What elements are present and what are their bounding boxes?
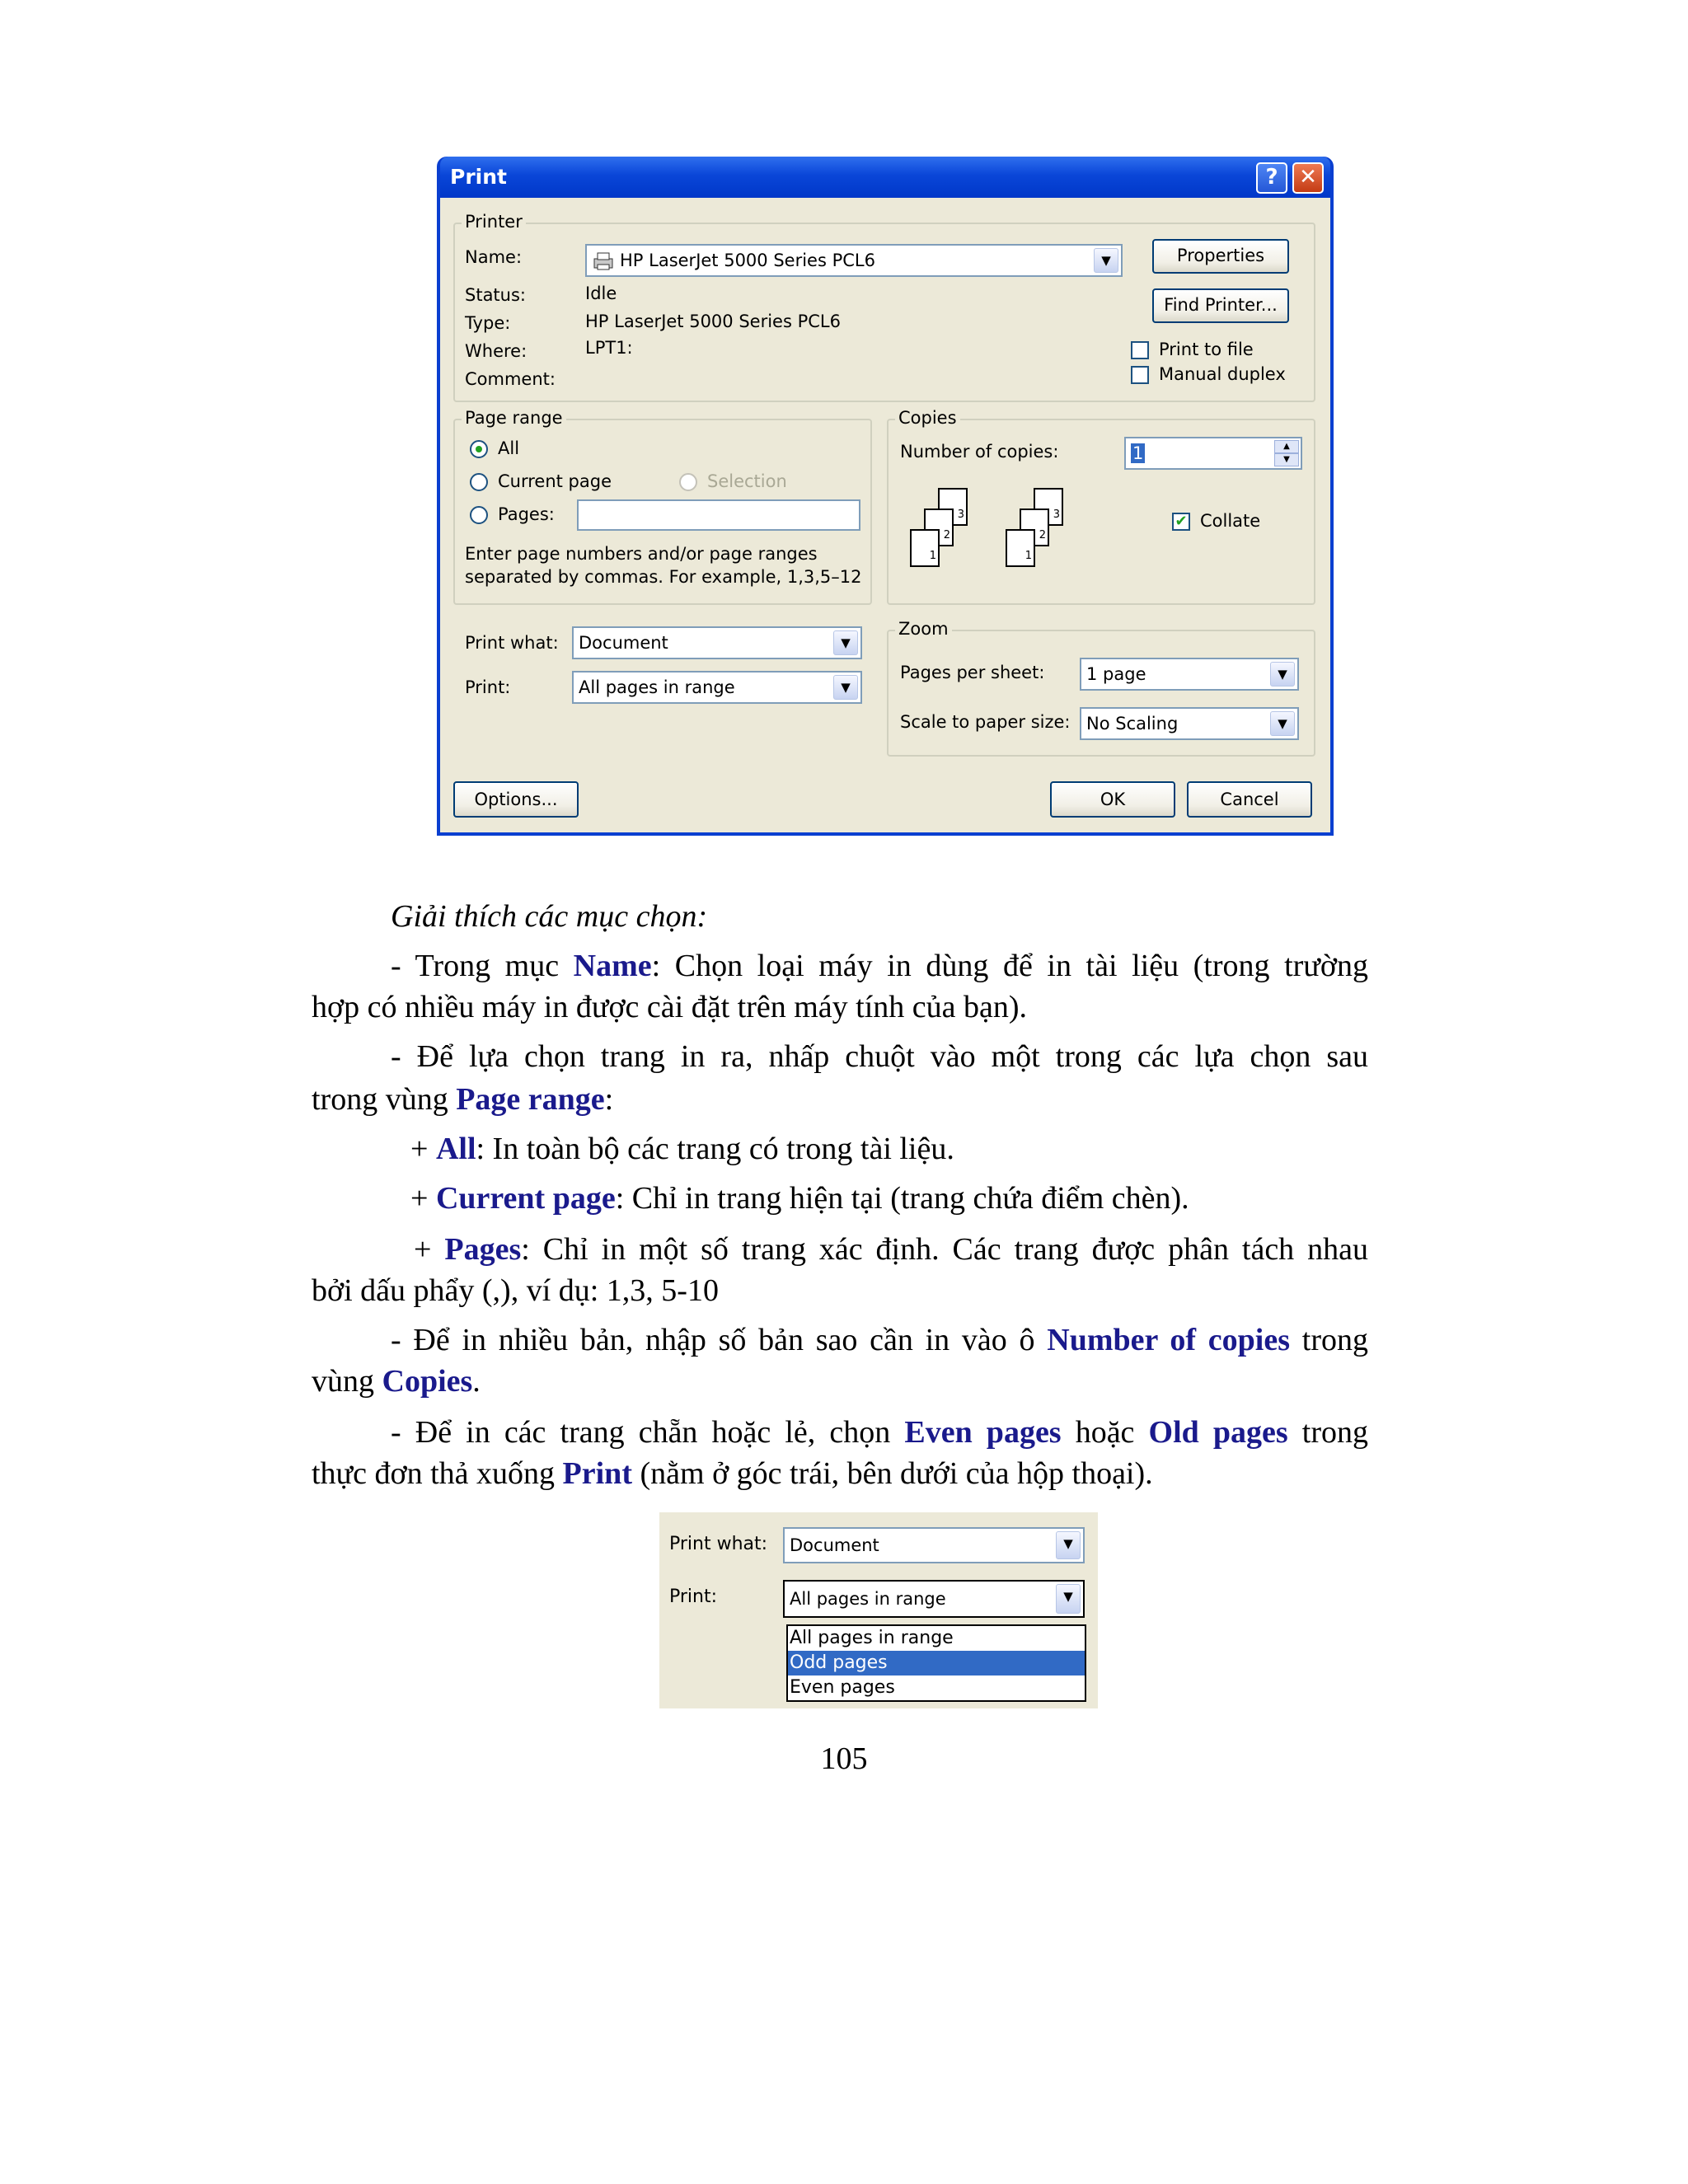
scale-to-paper-select[interactable] <box>1080 707 1299 740</box>
text-run: - Để in các trang chẵn hoặc lẻ, chọn <box>391 1415 905 1450</box>
printer-icon <box>592 251 615 270</box>
text-run: : Chọn loại máy in dùng để in tài liệu (trong trường <box>651 949 1368 983</box>
bullet-all <box>410 1131 954 1167</box>
properties-button[interactable]: Properties <box>1152 239 1289 274</box>
pages-per-sheet-value: 1 page <box>1086 664 1146 684</box>
keyword-number-of-copies: Number of copies <box>1047 1323 1291 1357</box>
chevron-down-icon[interactable]: ▼ <box>1056 1584 1081 1614</box>
text-run: (nằm ở góc trái, bên dưới của hộp thoại). <box>631 1456 1153 1491</box>
print-select[interactable] <box>572 671 862 704</box>
print-value: All pages in range <box>579 677 735 697</box>
zoom-group-label: Zoom <box>895 619 952 639</box>
close-button[interactable]: ✕ <box>1292 162 1324 194</box>
printer-group-label: Printer <box>462 212 526 232</box>
collate-page-3: 3 <box>938 488 968 526</box>
text-run: + <box>410 1132 436 1166</box>
page-range-group-label: Page range <box>462 408 566 428</box>
spinner-down-icon[interactable]: ▼ <box>1274 453 1299 466</box>
text-run: : Chỉ in trang hiện tại (trang chứa điểm chèn). <box>615 1181 1189 1216</box>
print-to-file-label: Print to file <box>1159 340 1254 359</box>
text-run: : <box>604 1082 614 1117</box>
menu-item-all-pages[interactable]: All pages in range <box>790 1628 954 1648</box>
chevron-down-icon[interactable]: ▼ <box>1094 248 1118 273</box>
collate-label: Collate <box>1200 511 1261 531</box>
text-run: trong <box>1290 1323 1368 1357</box>
keyword-current-page: Current page <box>435 1181 616 1216</box>
pages-input[interactable] <box>577 499 860 531</box>
help-button[interactable]: ? <box>1256 162 1287 194</box>
print-dropdown-snippet <box>659 1512 1098 1708</box>
snippet-print-value: All pages in range <box>790 1589 946 1609</box>
comment-label: Comment: <box>465 369 556 389</box>
current-page-radio-label: Current page <box>498 471 612 491</box>
text-run: : Chỉ in một số trang xác định. Các trang được phân tách nhau <box>521 1232 1368 1267</box>
all-radio[interactable] <box>470 440 488 458</box>
manual-duplex-checkbox[interactable] <box>1131 366 1149 384</box>
manual-duplex-label: Manual duplex <box>1159 364 1286 384</box>
chevron-down-icon[interactable]: ▼ <box>833 675 858 700</box>
text-run: thực đơn thả xuống <box>312 1456 563 1491</box>
text-run: hoặc <box>1061 1415 1149 1450</box>
section-heading <box>391 898 707 935</box>
snippet-print-select[interactable] <box>783 1580 1085 1618</box>
menu-item-odd-pages[interactable]: Odd pages <box>788 1651 1085 1675</box>
keyword-name: Name <box>573 949 652 983</box>
keyword-old-pages: Old pages <box>1148 1415 1288 1450</box>
type-label: Type: <box>465 313 511 333</box>
type-value: HP LaserJet 5000 Series PCL6 <box>585 312 841 331</box>
where-label: Where: <box>465 341 528 361</box>
number-of-copies-input[interactable] <box>1124 437 1302 470</box>
pages-radio[interactable] <box>470 506 488 524</box>
snippet-print-what-label: Print what: <box>669 1534 768 1554</box>
print-options-menu <box>786 1624 1086 1702</box>
collate-page-3b: 3 <box>1034 488 1063 526</box>
pages-per-sheet-label: Pages per sheet: <box>900 663 1045 682</box>
collate-page-2b: 2 <box>1020 509 1049 546</box>
paragraph-name-line1 <box>391 948 1368 984</box>
copies-group-label: Copies <box>895 408 960 428</box>
paragraph-range-line1 <box>391 1038 1368 1075</box>
page-number: 105 <box>820 1741 868 1776</box>
keyword-copies: Copies <box>382 1364 473 1399</box>
selection-radio[interactable] <box>679 473 697 491</box>
chevron-down-icon[interactable]: ▼ <box>833 630 858 655</box>
page-range-hint-line1: Enter page numbers and/or page ranges <box>465 544 818 564</box>
pages-per-sheet-select[interactable] <box>1080 658 1299 691</box>
number-of-copies-label: Number of copies: <box>900 442 1059 462</box>
selection-radio-label: Selection <box>707 471 787 491</box>
text-run: - Trong mục <box>391 949 574 983</box>
all-radio-label: All <box>498 438 520 458</box>
title-bar[interactable] <box>440 157 1330 198</box>
dialog-client <box>440 198 1330 832</box>
bullet-pages-line1 <box>414 1231 1368 1268</box>
bullet-pages-line2 <box>312 1272 719 1309</box>
chevron-down-icon[interactable]: ▼ <box>1270 711 1295 736</box>
ok-button[interactable]: OK <box>1050 781 1175 818</box>
keyword-page-range: Page range <box>456 1082 605 1117</box>
pages-radio-label: Pages: <box>498 504 555 524</box>
snippet-print-label: Print: <box>669 1586 718 1607</box>
text-run: trong <box>1287 1415 1368 1450</box>
paragraph-name-line2 <box>312 989 1027 1025</box>
text-run: + <box>414 1232 445 1267</box>
collate-page-2: 2 <box>924 509 954 546</box>
menu-item-even-pages[interactable]: Even pages <box>790 1677 895 1698</box>
text-run: + <box>410 1181 436 1216</box>
collate-illustration <box>910 488 1091 579</box>
dialog-title: Print <box>450 165 507 189</box>
printer-name-value: HP LaserJet 5000 Series PCL6 <box>620 251 875 270</box>
find-printer-button[interactable]: Find Printer... <box>1152 288 1289 323</box>
current-page-radio[interactable] <box>470 473 488 491</box>
collate-page-1: 1 <box>910 529 940 567</box>
keyword-pages: Pages <box>444 1232 522 1267</box>
chevron-down-icon[interactable]: ▼ <box>1056 1531 1081 1559</box>
printer-name-select[interactable] <box>585 244 1123 277</box>
paragraph-copies-line2 <box>312 1363 481 1399</box>
print-what-value: Document <box>579 633 668 653</box>
collate-checkbox[interactable]: ✔ <box>1172 513 1190 531</box>
text-run: - Để lựa chọn trang in ra, nhấp chuột vào một trong các lựa chọn sau <box>391 1039 1368 1074</box>
print-dialog <box>437 157 1334 836</box>
scale-to-paper-label: Scale to paper size: <box>900 712 1071 732</box>
page-range-hint-line2: separated by commas. For example, 1,3,5–12 <box>465 567 862 587</box>
scale-to-paper-value: No Scaling <box>1086 714 1179 733</box>
print-label: Print: <box>465 677 511 697</box>
options-button[interactable]: Options... <box>453 781 579 818</box>
text-run: : In toàn bộ các trang có trong tài liệu. <box>476 1132 954 1166</box>
paragraph-copies-line1 <box>391 1322 1368 1358</box>
chevron-down-icon[interactable]: ▼ <box>1270 662 1295 687</box>
keyword-all: All <box>435 1132 476 1166</box>
collate-page-1b: 1 <box>1006 529 1035 567</box>
text-run: trong vùng <box>312 1082 457 1117</box>
paragraph-even-line2 <box>312 1455 1153 1492</box>
snippet-print-what-value: Document <box>790 1535 879 1555</box>
print-what-label: Print what: <box>465 633 559 653</box>
paragraph-even-line1 <box>391 1414 1368 1451</box>
print-what-select[interactable] <box>572 626 862 659</box>
cancel-button[interactable]: Cancel <box>1187 781 1312 818</box>
text-run: bởi dấu phẩy (,), ví dụ: 1,3, 5-10 <box>312 1273 719 1308</box>
section-heading-text: Giải thích các mục chọn: <box>391 899 708 934</box>
text-run: . <box>472 1364 481 1399</box>
text-run: vùng <box>312 1364 382 1399</box>
status-label: Status: <box>465 285 526 305</box>
where-value: LPT1: <box>585 338 633 358</box>
snippet-print-what-select[interactable] <box>783 1527 1085 1563</box>
printer-name-label: Name: <box>465 247 523 267</box>
spinner-up-icon[interactable]: ▲ <box>1274 440 1299 453</box>
paragraph-range-line2 <box>312 1081 613 1118</box>
keyword-print: Print <box>562 1456 632 1491</box>
bullet-current-page <box>410 1180 1189 1216</box>
text-run: hợp có nhiều máy in được cài đặt trên máy tính của bạn). <box>312 990 1028 1024</box>
text-run: - Để in nhiều bản, nhập số bản sao cần in vào ô <box>391 1323 1048 1357</box>
print-to-file-checkbox[interactable] <box>1131 341 1149 359</box>
keyword-even-pages: Even pages <box>904 1415 1062 1450</box>
number-of-copies-value: 1 <box>1132 443 1144 463</box>
status-value: Idle <box>585 284 617 303</box>
